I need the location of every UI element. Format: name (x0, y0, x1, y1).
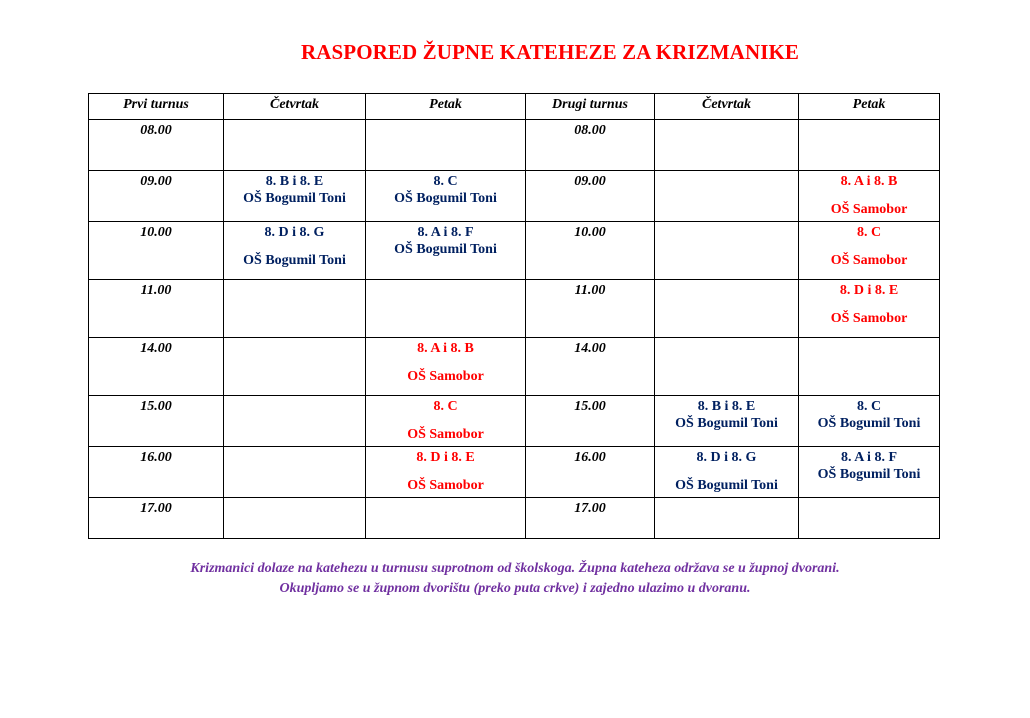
time-cell: 16.00 (526, 447, 655, 498)
header-friday-1: Petak (366, 94, 526, 120)
school-name: OŠ Bogumil Toni (675, 478, 778, 493)
table-row (89, 280, 940, 338)
time-cell: 15.00 (89, 396, 224, 447)
schedule-cell (799, 222, 940, 280)
table-row (89, 498, 940, 539)
class-group: 8. D i 8. E (416, 450, 475, 465)
schedule-cell (366, 338, 526, 396)
school-name: OŠ Bogumil Toni (243, 191, 346, 206)
time-cell: 11.00 (526, 280, 655, 338)
school-name: OŠ Samobor (830, 311, 908, 326)
time-cell: 17.00 (526, 498, 655, 539)
schedule-cell (224, 396, 366, 447)
schedule-cell (655, 338, 799, 396)
class-group: 8. C (856, 225, 882, 240)
schedule-table (88, 93, 940, 539)
schedule-cell (799, 338, 940, 396)
class-group: 8. B i 8. E (265, 174, 324, 189)
schedule-cell (799, 396, 940, 447)
school-name: OŠ Samobor (830, 253, 908, 268)
school-name: OŠ Bogumil Toni (817, 416, 921, 431)
schedule-cell (799, 280, 940, 338)
class-group: 8. D i 8. G (264, 225, 325, 240)
note-line-2: Okupljamo se u župnom dvorištu (preko puta crkve) i zajedno ulazimo u dvoranu. (279, 581, 751, 596)
schedule-cell (224, 338, 366, 396)
table-row (89, 222, 940, 280)
class-group: 8. A i 8. F (417, 225, 474, 240)
schedule-cell (366, 120, 526, 171)
class-group: 8. C (856, 399, 882, 414)
school-name: OŠ Bogumil Toni (675, 416, 778, 431)
schedule-cell (366, 280, 526, 338)
header-thursday-2: Četvrtak (655, 94, 799, 120)
table-row (89, 120, 940, 171)
school-name: OŠ Bogumil Toni (394, 242, 497, 257)
schedule-cell (224, 280, 366, 338)
schedule-cell (655, 447, 799, 498)
class-group: 8. D i 8. G (696, 450, 757, 465)
school-name: OŠ Bogumil Toni (394, 191, 497, 206)
schedule-cell (655, 222, 799, 280)
time-cell: 15.00 (526, 396, 655, 447)
table-row (89, 338, 940, 396)
table-row (89, 447, 940, 498)
schedule-cell (655, 280, 799, 338)
table-row (89, 396, 940, 447)
schedule-cell (655, 171, 799, 222)
schedule-cell (799, 171, 940, 222)
schedule-cell (224, 222, 366, 280)
class-group: 8. B i 8. E (697, 399, 756, 414)
school-name: OŠ Samobor (830, 202, 908, 217)
schedule-cell (224, 120, 366, 171)
time-cell: 09.00 (526, 171, 655, 222)
time-cell: 11.00 (89, 280, 224, 338)
header-friday-2: Petak (799, 94, 940, 120)
time-cell: 10.00 (89, 222, 224, 280)
class-group: 8. D i 8. E (839, 283, 899, 298)
schedule-cell (224, 171, 366, 222)
time-cell: 17.00 (89, 498, 224, 539)
table-row (89, 171, 940, 222)
class-group: 8. A i 8. B (840, 174, 898, 189)
schedule-cell (366, 396, 526, 447)
schedule-cell (366, 498, 526, 539)
schedule-cell (655, 396, 799, 447)
time-cell: 16.00 (89, 447, 224, 498)
school-name: OŠ Samobor (407, 478, 484, 493)
schedule-cell (224, 447, 366, 498)
time-cell: 08.00 (89, 120, 224, 171)
schedule-cell (224, 498, 366, 539)
schedule-cell (655, 120, 799, 171)
schedule-cell (366, 171, 526, 222)
page-title: RASPORED ŽUPNE KATEHEZE ZA KRIZMANIKE (300, 40, 800, 64)
school-name: OŠ Bogumil Toni (817, 467, 921, 482)
time-cell: 08.00 (526, 120, 655, 171)
header-row (89, 94, 940, 120)
schedule-cell (799, 447, 940, 498)
schedule-cell (655, 498, 799, 539)
header-thursday-1: Četvrtak (224, 94, 366, 120)
header-first-shift: Prvi turnus (89, 94, 224, 120)
time-cell: 14.00 (89, 338, 224, 396)
schedule-cell (366, 447, 526, 498)
school-name: OŠ Bogumil Toni (243, 253, 346, 268)
time-cell: 10.00 (526, 222, 655, 280)
school-name: OŠ Samobor (407, 427, 484, 442)
time-cell: 14.00 (526, 338, 655, 396)
class-group: 8. C (433, 174, 458, 189)
schedule-cell (366, 222, 526, 280)
class-group: 8. A i 8. B (417, 341, 474, 356)
time-cell: 09.00 (89, 171, 224, 222)
schedule-cell (799, 498, 940, 539)
note-line-1: Krizmanici dolaze na katehezu u turnusu suprotnom od školskoga. Župna kateheza održava se u župnoj dvorani. (190, 561, 840, 576)
class-group: 8. A i 8. F (840, 450, 897, 465)
class-group: 8. C (433, 399, 458, 414)
school-name: OŠ Samobor (407, 369, 484, 384)
schedule-cell (799, 120, 940, 171)
header-second-shift: Drugi turnus (526, 94, 655, 120)
